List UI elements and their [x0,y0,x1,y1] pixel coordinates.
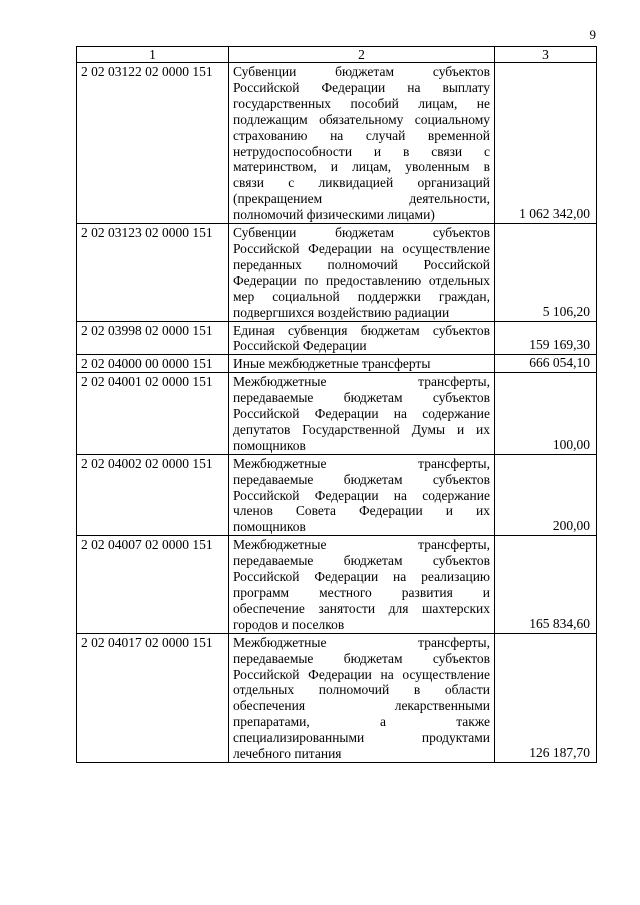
description [229,373,495,455]
budget-code: 2 02 03122 02 0000 151 [77,63,229,224]
description-line: Российской Федерации на содержание [233,406,490,422]
budget-table [76,46,597,763]
amount: 159 169,30 [495,321,597,355]
page-number: 9 [589,27,596,42]
description [229,224,495,321]
amount: 100,00 [495,373,597,455]
header-row [77,47,597,63]
description-line: нетрудоспособности и в связи с [233,143,490,159]
description-line: Субвенции бюджетам субъектов [233,64,490,79]
description-line: Российской Федерации на реализацию [233,569,490,585]
description-line: помощников [233,519,306,535]
description [229,536,495,633]
description-line: связи с ликвидацией организаций [233,175,490,191]
description [229,454,495,536]
description-line: Межбюджетные трансферты, [233,634,490,650]
description [229,355,495,373]
description-line: обеспечения лекарственными [233,698,490,714]
description-line: Субвенции бюджетам субъектов [233,225,490,241]
description-line: передаваемые бюджетам субъектов [233,390,490,406]
table-row [77,454,597,536]
budget-code: 2 02 04002 02 0000 151 [77,454,229,536]
amount: 165 834,60 [495,536,597,633]
description-line: Российской Федерации на осуществление [233,666,490,682]
description-line: передаваемые бюджетам субъектов [233,650,490,666]
description-line: членов Совета Федерации и их [233,503,490,519]
description-line: передаваемые бюджетам субъектов [233,553,490,569]
description-line: (прекращением деятельности, [233,191,490,207]
description-line: государственных пособий лицам, не [233,95,490,111]
table-row [77,373,597,455]
description-line: отдельных полномочий в области [233,682,490,698]
description-line: городов и поселков [233,616,345,632]
column-header-description: 2 [229,47,495,63]
description [229,63,495,224]
amount: 666 054,10 [495,355,597,373]
description-line: Российской Федерации на содержание [233,487,490,503]
description-line: специализированными продуктами [233,730,490,746]
table-row [77,633,597,762]
description-line: Российской Федерации на осуществление [233,240,490,256]
description-line: полномочий физическими лицами) [233,207,435,223]
description [229,633,495,762]
description-line: Межбюджетные трансферты, [233,455,490,471]
description-line: переданных полномочий Российской [233,256,490,272]
description-line: мер социальной поддержки граждан, [233,288,490,304]
description-line: Иные межбюджетные трансферты [233,356,431,372]
description-line: Межбюджетные трансферты, [233,374,490,390]
description-line: Российской Федерации на выплату [233,79,490,95]
amount: 200,00 [495,454,597,536]
table-body [77,63,597,763]
description-line: Российской Федерации [233,338,367,354]
description-line: Межбюджетные трансферты, [233,537,490,553]
budget-code: 2 02 04007 02 0000 151 [77,536,229,633]
amount: 126 187,70 [495,633,597,762]
description [229,321,495,355]
budget-code: 2 02 04001 02 0000 151 [77,373,229,455]
table-row [77,321,597,355]
budget-code: 2 02 03123 02 0000 151 [77,224,229,321]
description-line: депутатов Государственной Думы и их [233,421,490,437]
budget-code: 2 02 04000 00 0000 151 [77,355,229,373]
description-line: обеспечение занятости для шахтерских [233,600,490,616]
description-line: программ местного развития и [233,585,490,600]
description-line: подвергшихся воздействию радиации [233,304,450,320]
amount: 1 062 342,00 [495,63,597,224]
table-row [77,63,597,224]
table-row [77,224,597,321]
budget-code: 2 02 04017 02 0000 151 [77,633,229,762]
budget-code: 2 02 03998 02 0000 151 [77,321,229,355]
description-line: лечебного питания [233,746,342,762]
column-header-code: 1 [77,47,229,63]
table-row [77,536,597,633]
description-line: Единая субвенция бюджетам субъектов [233,322,490,338]
description-line: передаваемые бюджетам субъектов [233,471,490,487]
description-line: страхованию на случай временной [233,127,490,143]
description-line: подлежащим обязательному социальному [233,111,490,127]
description-line: Федерации по предоставлению отдельных [233,272,490,288]
description-line: помощников [233,437,306,453]
description-line: материнством, и лицам, уволенным в [233,159,490,175]
table-row [77,355,597,373]
amount: 5 106,20 [495,224,597,321]
description-line: препаратами, а также [233,714,490,730]
column-header-amount: 3 [495,47,597,63]
